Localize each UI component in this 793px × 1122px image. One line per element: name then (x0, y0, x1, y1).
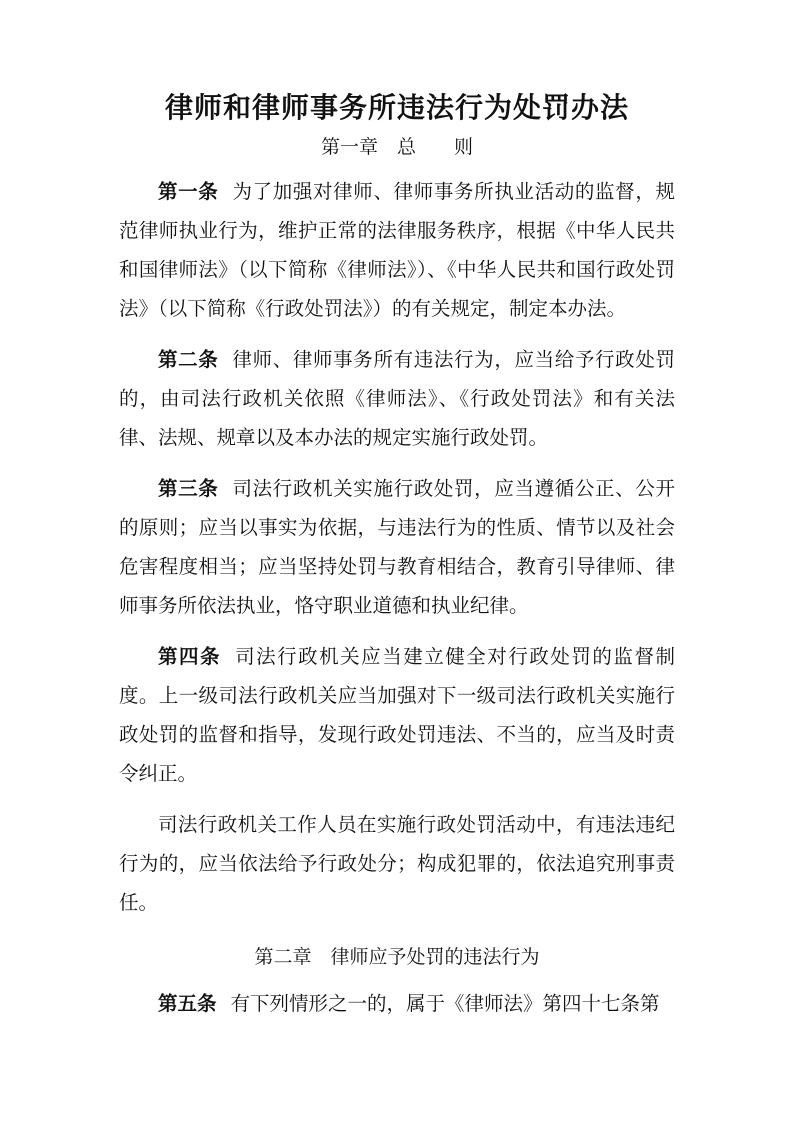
article-text: 有下列情形之一的，属于《律师法》第四十七条第 (230, 992, 660, 1015)
article-paragraph (119, 340, 675, 457)
article-label: 第四条 (158, 645, 222, 668)
article-text: 司法行政机关应当建立健全对行政处罚的监督制度。上一级司法行政机关应当加强对下一级司法行政机关实施行政处罚的监督和指导，发现行政处罚违法、不当的，应当及时责令纠正。 (119, 645, 675, 785)
article-text: 律师、律师事务所有违法行为，应当给予行政处罚的，由司法行政机关依照《律师法》、《行政处罚法》和有关法律、法规、规章以及本办法的规定实施行政处罚。 (119, 348, 675, 449)
article-paragraph (119, 172, 675, 328)
chapter-heading: 第二章 律师应予处罚的违法行为 (254, 946, 540, 968)
article-label: 第五条 (158, 992, 217, 1015)
article-label: 第一条 (158, 180, 219, 203)
article-text: 司法行政机关实施行政处罚，应当遵循公正、公开的原则；应当以事实为依据，与违法行为的性质、情节以及社会危害程度相当；应当坚持处罚与教育相结合，教育引导律师、律师事务所依法执业，恪守职业道德和执业纪律。 (119, 477, 675, 617)
article-text: 司法行政机关工作人员在实施行政处罚活动中，有违法违纪行为的，应当依法给予行政处分；构成犯罪的，依法追究刑事责任。 (119, 813, 675, 914)
article-text: 为了加强对律师、律师事务所执业活动的监督，规范律师执业行为，维护正常的法律服务秩序，根据《中华人民共和国律师法》（以下简称《律师法》）、《中华人民共和国行政处罚法》（以下简称《行政处罚法》）的有关规定，制定本办法。 (119, 180, 675, 320)
article-paragraph (119, 637, 675, 793)
document-title: 律师和律师事务所违法行为处罚办法 (164, 91, 629, 124)
article-label: 第二条 (158, 348, 219, 371)
article-paragraph (119, 469, 675, 625)
article-paragraph-continued (119, 805, 675, 922)
chapter-heading: 第一章 总 则 (320, 136, 473, 158)
article-label: 第三条 (158, 477, 219, 500)
document-page (119, 88, 675, 1023)
article-paragraph (119, 984, 675, 1023)
